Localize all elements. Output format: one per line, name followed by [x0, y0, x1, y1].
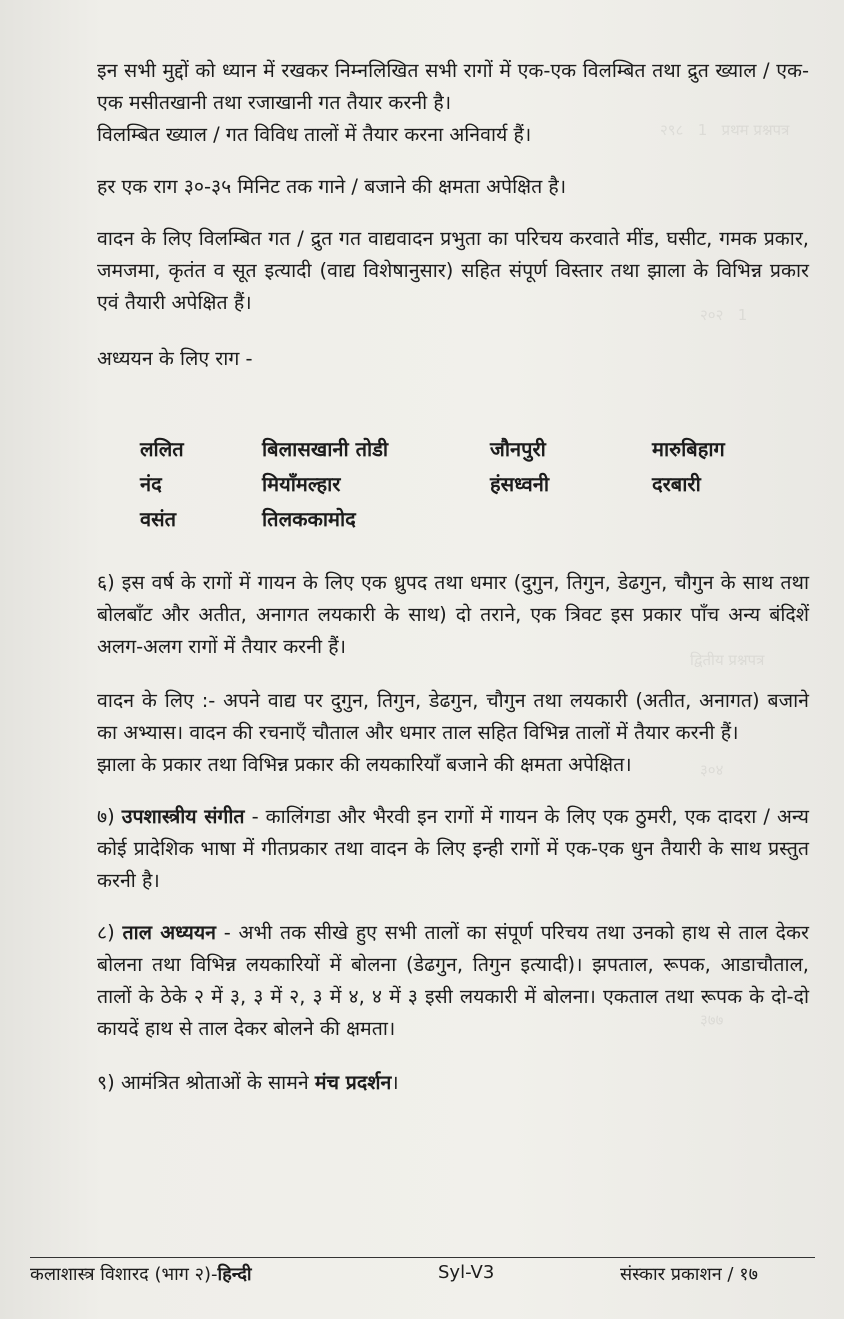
paragraph-vadan: वादन के लिए विलम्बित गत / द्रुत गत वाद्यवादन प्रभुता का परिचय करवाते मींड, घसीट, गमक प्रकार, जमजमा, कृतंत व सूत इत्यादी (वाद्य विशेषानुसार) सहित संपूर्ण विस्तार तथा झाला के विभिन्न प्रकार एवं तैयारी अपेक्षित हैं। — [97, 227, 809, 314]
item-number: ७) — [97, 805, 122, 828]
raga-name: दरबारी — [652, 472, 701, 496]
item-text-end: । — [391, 1071, 399, 1094]
show-through-texture: २९८ 1 प्रथम प्रश्नपत्र — [660, 121, 790, 139]
item-heading: मंच प्रदर्शन — [314, 1071, 392, 1094]
paragraph-adhyayan-heading: अध्ययन के लिए राग - — [97, 347, 253, 370]
paragraph-intro: इन सभी मुद्दों को ध्यान में रखकर निम्नलिखित सभी रागों में एक-एक विलम्बित तथा द्रुत ख्याल / एक-एक मसीतखानी तथा रजाखानी गत तैयार करनी है। — [97, 59, 809, 114]
paragraph-vadan-layakari: वादन के लिए :- अपने वाद्य पर दुगुन, तिगुन, डेढगुन, चौगुन तथा लयकारी (अतीत, अनागत) बजाने का अभ्यास। वादन की रचनाएँ चौताल और धमार ताल सहित विभिन्न तालों में तैयार करनी हैं। — [97, 689, 809, 744]
item-text: आमंत्रित श्रोताओं के सामने — [120, 1071, 315, 1094]
item-number: ८) — [97, 921, 123, 944]
raga-list — [140, 432, 800, 542]
paragraph-duration: हर एक राग ३०-३५ मिनिट तक गाने / बजाने की क्षमता अपेक्षित है। — [97, 175, 567, 198]
show-through-texture: २०२ 1 — [700, 306, 748, 324]
raga-name: बिलासखानी तोडी — [262, 437, 389, 461]
body-text — [97, 55, 809, 375]
raga-name: नंद — [140, 472, 162, 496]
footer-language: हिन्दी — [217, 1264, 252, 1285]
raga-name: मियाँमल्हार — [262, 472, 341, 496]
footer-syllabus-code: Syl-V3 — [438, 1262, 495, 1283]
body-text-lower — [97, 567, 809, 1099]
paragraph-item-7 — [97, 801, 809, 897]
raga-name: तिलककामोद — [262, 507, 356, 531]
paragraph-item-8 — [97, 917, 809, 1045]
footer-book-title-text: कलाशास्त्र विशारद (भाग २)- — [30, 1264, 218, 1285]
footer-publisher-page: संस्कार प्रकाशन / १७ — [620, 1264, 758, 1285]
show-through-texture: ३०४ — [700, 761, 724, 779]
raga-name: मारुबिहाग — [652, 437, 725, 461]
show-through-texture: ३७७ — [700, 1011, 724, 1029]
paragraph-item-6: ६) इस वर्ष के रागों में गायन के लिए एक ध्रुपद तथा धमार (दुगुन, तिगुन, डेढगुन, चौगुन के साथ तथा बोलबाँट और अतीत, अनागत लयकारी के साथ) दो तराने, एक त्रिवट इस प्रकार पाँच अन्य बंदिशें अलग-अलग रागों में तैयार करनी हैं। — [97, 571, 809, 658]
item-text: - अभी तक सीखे हुए सभी तालों का संपूर्ण परिचय तथा उनको हाथ से ताल देकर बोलना तथा विभिन्न लयकारियों में बोलना (डेढगुन, तिगुन इत्यादी)। झपताल, रूपक, आडाचौताल, तालों के ठेके २ में ३, ३ में २, ३ में ४, ४ में ३ इसी लयकारी में बोलना। एकताल तथा रूपक के दो-दो कायदें हाथ से ताल देकर बोलने की क्षमता। — [97, 921, 809, 1040]
paragraph-vilambit: विलम्बित ख्याल / गत विविध तालों में तैयार करना अनिवार्य हैं। — [97, 123, 532, 146]
item-text: - कालिंगडा और भैरवी इन रागों में गायन के लिए एक ठुमरी, एक दादरा / अन्य कोई प्रादेशिक भाषा में गीतप्रकार तथा वादन के लिए इन्ही रागों में एक-एक धुन तैयारी के साथ प्रस्तुत करनी है। — [97, 805, 809, 892]
show-through-texture: द्वितीय प्रश्नपत्र — [690, 651, 765, 669]
footer-book-title — [30, 1262, 252, 1286]
raga-name: ललित — [140, 437, 184, 461]
footer-divider — [30, 1257, 815, 1258]
item-heading: उपशास्त्रीय संगीत — [121, 805, 245, 828]
raga-name: जौनपुरी — [490, 437, 546, 461]
item-number: ९) — [97, 1071, 121, 1094]
item-heading: ताल अध्ययन — [122, 921, 216, 944]
paragraph-item-9 — [97, 1067, 809, 1099]
raga-name: वसंत — [140, 507, 177, 531]
paragraph-jhala: झाला के प्रकार तथा विभिन्न प्रकार की लयकारियाँ बजाने की क्षमता अपेक्षित। — [97, 753, 632, 776]
raga-name: हंसध्वनी — [490, 472, 550, 496]
